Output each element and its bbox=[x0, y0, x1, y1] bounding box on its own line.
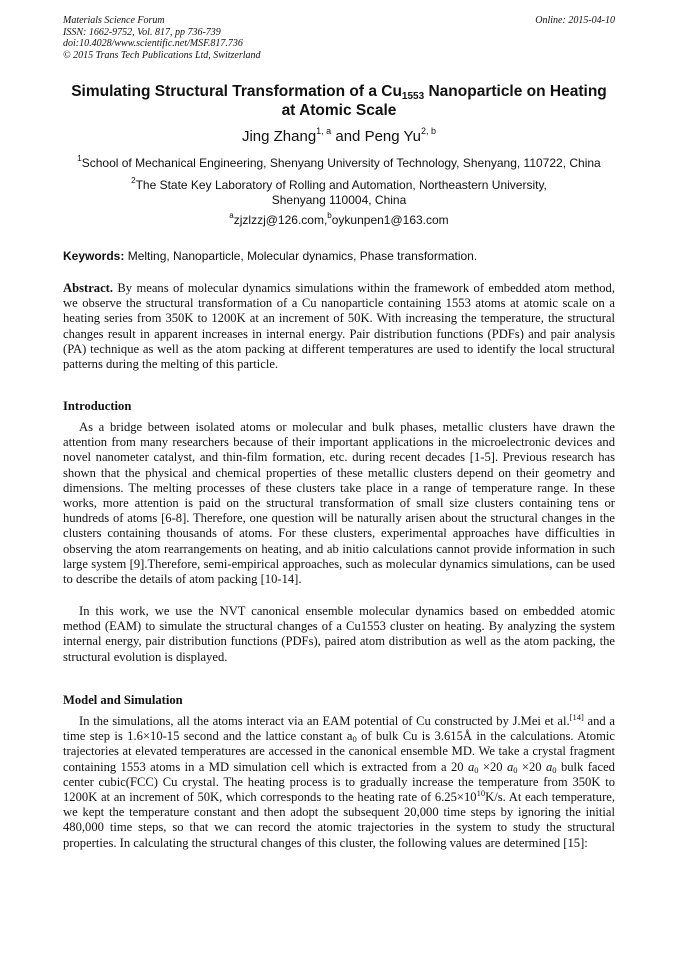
keywords bbox=[63, 249, 615, 264]
abstract-label: Abstract. bbox=[63, 281, 114, 295]
affiliation-2-line2: Shenyang 110004, China bbox=[271, 193, 407, 207]
email-b[interactable]: oykunpen1@163.com bbox=[331, 213, 449, 227]
journal-copyright: © 2015 Trans Tech Publications Ltd, Switzerland bbox=[63, 49, 261, 61]
affiliation-1 bbox=[40, 156, 638, 171]
model-ref-14: [14] bbox=[569, 712, 584, 722]
model-a0-2: a bbox=[506, 759, 514, 774]
online-date: Online: 2015-04-10 bbox=[535, 15, 615, 26]
model-heading: Model and Simulation bbox=[63, 693, 183, 707]
author-emails bbox=[40, 213, 638, 228]
title-part1: Simulating Structural Transformation of a Cu bbox=[71, 83, 402, 100]
author-2: Peng Yu bbox=[364, 128, 422, 145]
model-text-1: In the simulations, all the atoms interact via an EAM potential of Cu constructed by J.Mei et al. bbox=[79, 714, 570, 728]
model-exp-10: 10 bbox=[476, 788, 486, 799]
affiliation-2 bbox=[40, 178, 638, 208]
introduction-paragraph-1: As a bridge between isolated atoms or molecular and bulk phases, metallic clusters have drawn the attention from many researchers because of their important applications in the microelectronic devices and novel nanometer catalyst, and thin-film formation, etc. during recent decades [1-5]. Previous research has shown that the physical and chemical properties of these metallic clusters depend on their geometry and dimensions. The melting processes of these clusters take place in a range of temperature range. In these works, more attention is paid on the structural transformation of small size clusters containing tens or hundreds of atoms [6-8]. Therefore, one question will be naturally arisen about the structural changes in the clusters containing thousands of atoms. For these clusters, experimental approaches have difficulties in observing the atom rearrangements on heating, and ab initio calculations cannot provide information in such large system [9].Therefore, semi-empirical approaches, such as molecular dynamics simulations, can be used to describe the details of atom packing [10-14]. bbox=[63, 420, 615, 587]
model-paragraph bbox=[63, 714, 615, 851]
model-text-4: bulk faced center cubic(FCC) Cu crystal. The heating process is to gradually increase the temperature from 350K to 1200K at an increment of 50K, which corresponds to the heating rate of 6.25×10 bbox=[63, 759, 615, 805]
introduction-paragraph-2: In this work, we use the NVT canonical ensemble molecular dynamics based on embedded atomic method (EAM) to simulate the structural changes of a Cu1553 cluster on heating. By analyzing the system internal energy, pair distribution functions (PDFs), paired atom distribution as well as the atom packing, the structural evolution is displayed. bbox=[63, 604, 615, 664]
model-a0-1: a bbox=[467, 759, 475, 774]
model-sub-0-3: 0 bbox=[552, 764, 557, 775]
model-sub-0a: 0 bbox=[352, 734, 357, 745]
email-a[interactable]: zjzlzzj@126.com, bbox=[233, 213, 328, 227]
author-1-sup: 1, a bbox=[316, 126, 332, 136]
model-sub-0-2: 0 bbox=[513, 764, 518, 775]
journal-header bbox=[63, 15, 615, 61]
model-text-3: of bulk Cu is 3.615Å in the calculations. Atomic trajectories at elevated temperatures are accessed in the canonical ensemble MD. We take a crystal fragment containing 1553 atoms in a MD simulation cell which is extracted from a 20 bbox=[63, 729, 615, 774]
abstract-text: By means of molecular dynamics simulations within the framework of embedded atom method, we observe the structural transformation of a Cu nanoparticle containing 1553 atoms at atomic scale on a heating series from 350K to 1200K at an increment of 50K. With increasing the temperature, the structural changes result in apparent increases in internal energy. Pair distribution functions (PDFs) and pair analysis (PA) technique as well as the atom packing at different temperatures are used to identify the local structural patterns during the melting of this particle. bbox=[63, 281, 615, 372]
model-a0-3: a bbox=[546, 759, 553, 774]
model-text-5: K/s. At each temperature, we kept the temperature constant and then adopt the subsequent 20,000 time steps by ignoring the initial 480,000 time steps, so that we can record the atomic trajectories in the system to study the structural properties. In calculating the structural changes of this cluster, the following values are determined [15]: bbox=[63, 790, 616, 850]
affiliation-1-text: School of Mechanical Engineering, Shenyang University of Technology, Shenyang, 110722, China bbox=[81, 156, 601, 170]
title-subscript: 1553 bbox=[401, 91, 425, 102]
abstract bbox=[63, 281, 615, 372]
model-sub-0-1: 0 bbox=[474, 764, 479, 775]
journal-issn: ISSN: 1662-9752, Vol. 817, pp 736-739 bbox=[63, 26, 221, 38]
email-a-sup: a bbox=[229, 211, 234, 220]
journal-name: Materials Science Forum bbox=[63, 15, 165, 26]
affiliation-1-sup: 1 bbox=[77, 154, 82, 163]
title-line2: at Atomic Scale bbox=[281, 102, 397, 119]
author-2-sup: 2, b bbox=[421, 126, 437, 136]
author-and: and bbox=[331, 128, 365, 145]
author-list bbox=[40, 128, 638, 146]
introduction-heading: Introduction bbox=[63, 399, 132, 413]
model-text-2: and a time step is 1.6×10-15 second and the lattice constant a bbox=[63, 714, 616, 744]
keywords-label: Keywords: bbox=[63, 249, 125, 263]
keywords-text: Melting, Nanoparticle, Molecular dynamics, Phase transformation. bbox=[124, 249, 478, 263]
model-times-2: ×20 bbox=[517, 759, 546, 774]
affiliation-2-line1: The State Key Laboratory of Rolling and Automation, Northeastern University, bbox=[135, 178, 547, 192]
title-part2: Nanoparticle on Heating bbox=[424, 83, 607, 100]
paper-title bbox=[40, 82, 638, 120]
model-times-1: ×20 bbox=[478, 759, 507, 774]
author-1: Jing Zhang bbox=[241, 128, 317, 145]
affiliation-2-sup: 2 bbox=[131, 176, 136, 185]
journal-doi: doi:10.4028/www.scientific.net/MSF.817.736 bbox=[63, 38, 243, 49]
email-b-sup: b bbox=[327, 211, 332, 220]
